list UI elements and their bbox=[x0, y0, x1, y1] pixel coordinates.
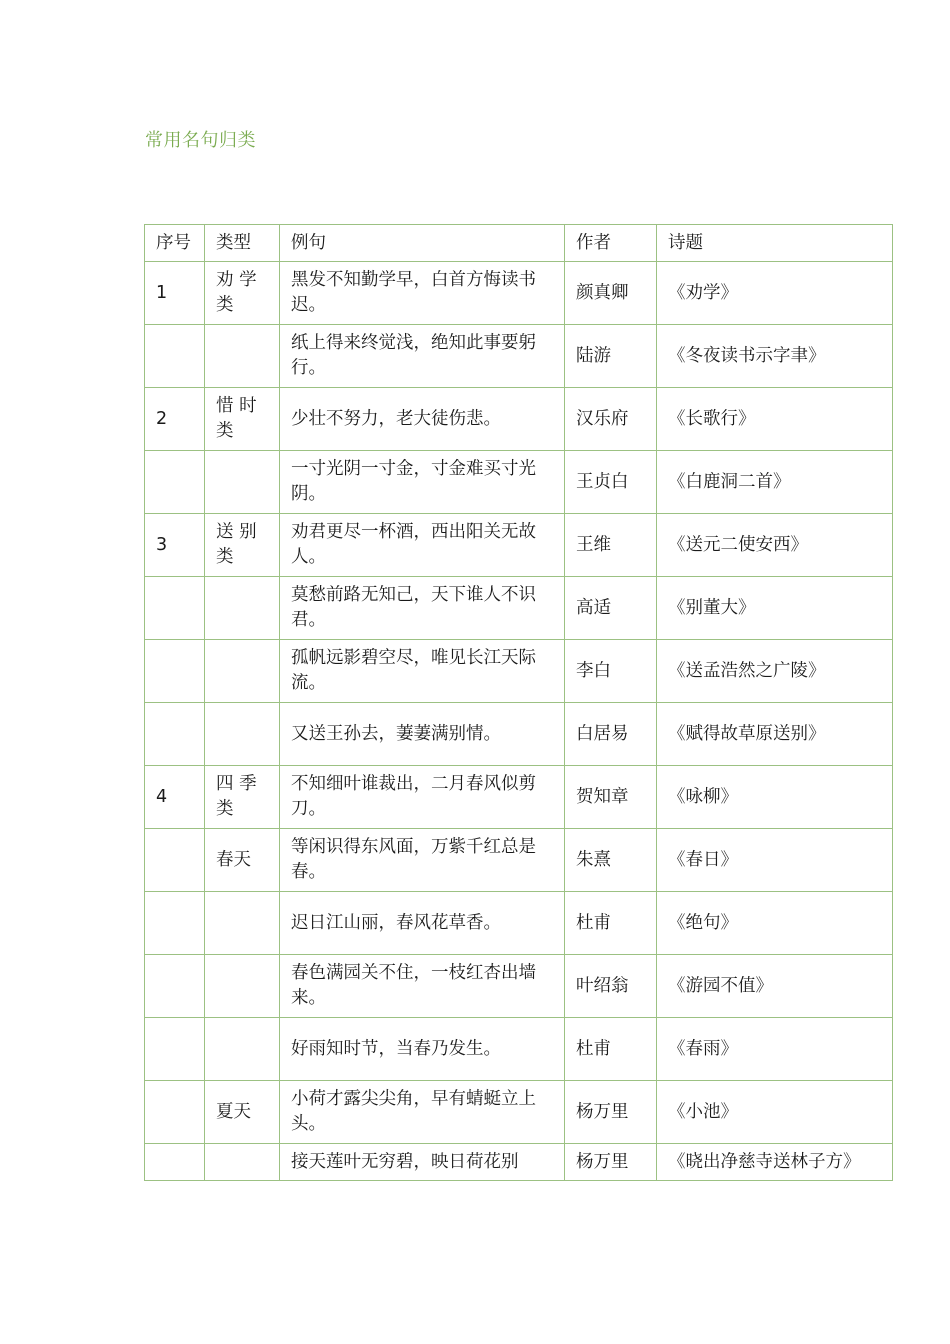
cell-type: 春天 bbox=[205, 829, 280, 892]
cell-poem-title: 《送元二使安西》 bbox=[657, 514, 893, 577]
table-row bbox=[145, 388, 893, 451]
cell-number: 2 bbox=[145, 388, 205, 451]
table-row bbox=[145, 1018, 893, 1081]
cell-type bbox=[205, 703, 280, 766]
cell-author: 朱熹 bbox=[565, 829, 657, 892]
cell-author: 杜甫 bbox=[565, 892, 657, 955]
cell-author: 叶绍翁 bbox=[565, 955, 657, 1018]
table-row bbox=[145, 451, 893, 514]
cell-number: 4 bbox=[145, 766, 205, 829]
document-title: 常用名句归类 bbox=[145, 130, 256, 151]
cell-type bbox=[205, 640, 280, 703]
cell-poem-title: 《白鹿洞二首》 bbox=[657, 451, 893, 514]
cell-type: 劝 学 类 bbox=[205, 262, 280, 325]
cell-poem-title: 《游园不值》 bbox=[657, 955, 893, 1018]
cell-type: 四 季 类 bbox=[205, 766, 280, 829]
cell-poem-title: 《小池》 bbox=[657, 1081, 893, 1144]
cell-type bbox=[205, 1144, 280, 1181]
table-row bbox=[145, 640, 893, 703]
cell-quote: 好雨知时节，当春乃发生。 bbox=[280, 1018, 565, 1081]
table-row bbox=[145, 577, 893, 640]
cell-author: 王维 bbox=[565, 514, 657, 577]
cell-quote: 接天莲叶无穷碧，映日荷花别 bbox=[280, 1144, 565, 1181]
cell-poem-title: 《别董大》 bbox=[657, 577, 893, 640]
cell-type: 送 别 类 bbox=[205, 514, 280, 577]
cell-poem-title: 《春日》 bbox=[657, 829, 893, 892]
cell-poem-title: 《咏柳》 bbox=[657, 766, 893, 829]
cell-number bbox=[145, 451, 205, 514]
cell-quote: 纸上得来终觉浅，绝知此事要躬行。 bbox=[280, 325, 565, 388]
cell-type: 惜 时 类 bbox=[205, 388, 280, 451]
cell-type bbox=[205, 955, 280, 1018]
table-row bbox=[145, 703, 893, 766]
cell-poem-title: 《冬夜读书示字聿》 bbox=[657, 325, 893, 388]
cell-author: 陆游 bbox=[565, 325, 657, 388]
cell-quote: 不知细叶谁裁出，二月春风似剪刀。 bbox=[280, 766, 565, 829]
cell-type bbox=[205, 325, 280, 388]
cell-quote: 又送王孙去，萋萋满别情。 bbox=[280, 703, 565, 766]
cell-number: 1 bbox=[145, 262, 205, 325]
quotes-table bbox=[144, 224, 893, 1181]
cell-poem-title: 《晓出净慈寺送林子方》 bbox=[657, 1144, 893, 1181]
table-row bbox=[145, 892, 893, 955]
table-row bbox=[145, 955, 893, 1018]
cell-poem-title: 《送孟浩然之广陵》 bbox=[657, 640, 893, 703]
cell-author: 高适 bbox=[565, 577, 657, 640]
cell-poem-title: 《长歌行》 bbox=[657, 388, 893, 451]
cell-poem-title: 《春雨》 bbox=[657, 1018, 893, 1081]
cell-author: 白居易 bbox=[565, 703, 657, 766]
cell-quote: 莫愁前路无知己，天下谁人不识君。 bbox=[280, 577, 565, 640]
table-row bbox=[145, 514, 893, 577]
cell-quote: 小荷才露尖尖角，早有蜻蜓立上头。 bbox=[280, 1081, 565, 1144]
cell-number bbox=[145, 325, 205, 388]
table-row bbox=[145, 1144, 893, 1181]
table-header-row bbox=[145, 225, 893, 262]
cell-number bbox=[145, 1018, 205, 1081]
cell-author: 贺知章 bbox=[565, 766, 657, 829]
cell-number bbox=[145, 703, 205, 766]
cell-type bbox=[205, 577, 280, 640]
cell-type: 夏天 bbox=[205, 1081, 280, 1144]
header-number: 序号 bbox=[145, 225, 205, 262]
cell-type bbox=[205, 1018, 280, 1081]
header-type: 类型 bbox=[205, 225, 280, 262]
cell-quote: 春色满园关不住，一枝红杏出墙来。 bbox=[280, 955, 565, 1018]
cell-type bbox=[205, 451, 280, 514]
table-row bbox=[145, 1081, 893, 1144]
table-body bbox=[145, 262, 893, 1181]
cell-poem-title: 《赋得故草原送别》 bbox=[657, 703, 893, 766]
cell-quote: 等闲识得东风面，万紫千红总是春。 bbox=[280, 829, 565, 892]
cell-number bbox=[145, 640, 205, 703]
cell-number bbox=[145, 892, 205, 955]
header-author: 作者 bbox=[565, 225, 657, 262]
cell-author: 汉乐府 bbox=[565, 388, 657, 451]
cell-author: 杨万里 bbox=[565, 1144, 657, 1181]
table-row bbox=[145, 325, 893, 388]
cell-number bbox=[145, 829, 205, 892]
cell-number: 3 bbox=[145, 514, 205, 577]
cell-poem-title: 《劝学》 bbox=[657, 262, 893, 325]
cell-quote: 一寸光阴一寸金，寸金难买寸光阴。 bbox=[280, 451, 565, 514]
cell-poem-title: 《绝句》 bbox=[657, 892, 893, 955]
cell-quote: 黑发不知勤学早，白首方悔读书迟。 bbox=[280, 262, 565, 325]
cell-author: 颜真卿 bbox=[565, 262, 657, 325]
header-poem-title: 诗题 bbox=[657, 225, 893, 262]
cell-number bbox=[145, 1081, 205, 1144]
cell-author: 杨万里 bbox=[565, 1081, 657, 1144]
cell-type bbox=[205, 892, 280, 955]
cell-number bbox=[145, 955, 205, 1018]
cell-number bbox=[145, 577, 205, 640]
table-row bbox=[145, 829, 893, 892]
cell-number bbox=[145, 1144, 205, 1181]
cell-author: 李白 bbox=[565, 640, 657, 703]
cell-quote: 迟日江山丽，春风花草香。 bbox=[280, 892, 565, 955]
cell-quote: 少壮不努力，老大徒伤悲。 bbox=[280, 388, 565, 451]
cell-quote: 孤帆远影碧空尽，唯见长江天际流。 bbox=[280, 640, 565, 703]
header-quote: 例句 bbox=[280, 225, 565, 262]
cell-quote: 劝君更尽一杯酒，西出阳关无故人。 bbox=[280, 514, 565, 577]
table-row bbox=[145, 262, 893, 325]
cell-author: 王贞白 bbox=[565, 451, 657, 514]
table-row bbox=[145, 766, 893, 829]
cell-author: 杜甫 bbox=[565, 1018, 657, 1081]
